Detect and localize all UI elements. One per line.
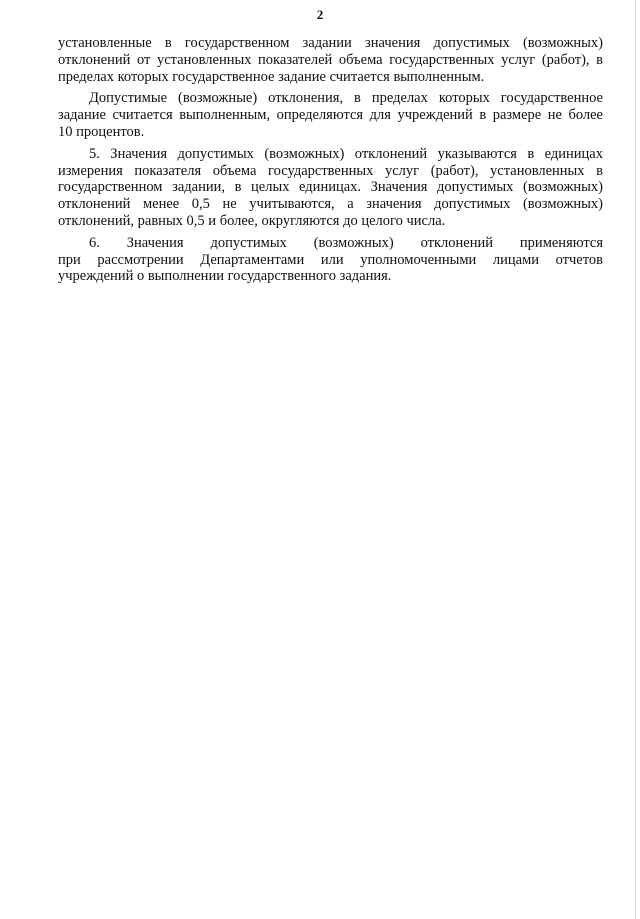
text-line: пределах которых государственное задание считается выполненным. bbox=[58, 68, 485, 85]
text-line: 10 процентов. bbox=[58, 123, 145, 140]
paragraph-4 bbox=[58, 235, 603, 285]
document-body bbox=[58, 35, 603, 290]
text-line: установленные в государственном задании значения допустимых (возможных) bbox=[58, 35, 603, 51]
paragraph-1 bbox=[58, 35, 603, 85]
text-line: государственном задании, в целых единицах. Значения допустимых (возможных) bbox=[58, 179, 603, 196]
scan-edge-line bbox=[635, 0, 636, 919]
paragraph-2 bbox=[58, 90, 603, 140]
text-line: измерения показателя объема государственных услуг (работ), установленных в bbox=[58, 162, 603, 179]
text-line: отклонений менее 0,5 не учитываются, а значения допустимых (возможных) bbox=[58, 196, 603, 213]
text-line: Допустимые (возможные) отклонения, в пределах которых государственное bbox=[89, 90, 603, 107]
text-line: отклонений от установленных показателей объема государственных услуг (работ), в bbox=[58, 51, 603, 68]
text-line: задание считается выполненным, определяются для учреждений в размере не более bbox=[58, 107, 603, 124]
page-number: 2 bbox=[316, 7, 324, 22]
text-line: 6. Значения допустимых (возможных) отклонений применяются bbox=[89, 234, 603, 251]
text-line: учреждений о выполнении государственного задания. bbox=[58, 268, 392, 285]
text-line: при рассмотрении Департаментами или уполномоченными лицами отчетов bbox=[58, 251, 603, 268]
text-line: отклонений, равных 0,5 и более, округляются до целого числа. bbox=[58, 212, 446, 229]
text-line: 5. Значения допустимых (возможных) отклонений указываются в единицах bbox=[89, 145, 603, 162]
paragraph-3 bbox=[58, 146, 603, 230]
